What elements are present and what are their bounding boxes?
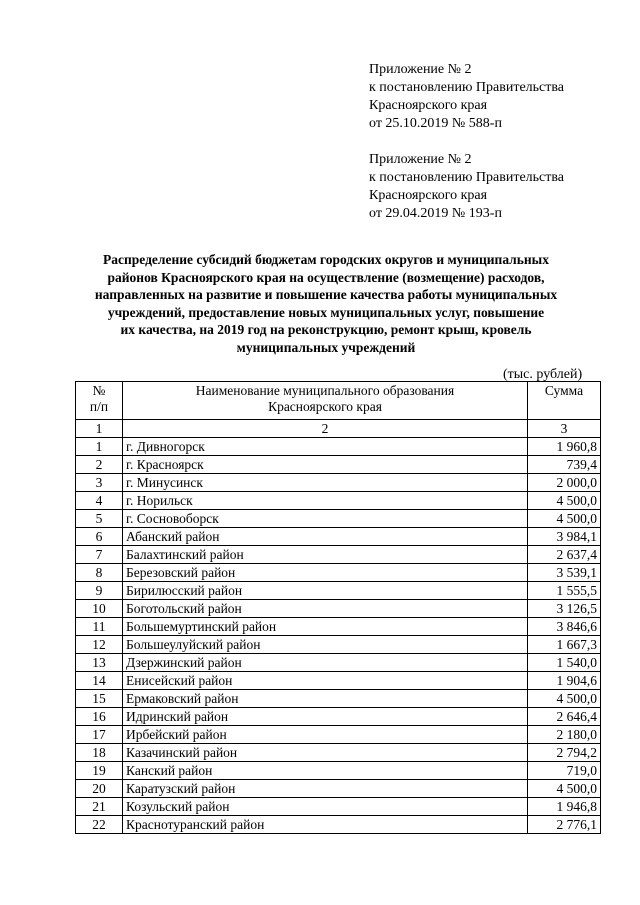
municipality-name: Краснотуранский район	[123, 816, 528, 834]
header-municipality-line2: Красноярского края	[268, 399, 382, 414]
row-number: 19	[76, 762, 123, 780]
municipality-name: Ермаковский район	[123, 690, 528, 708]
row-number: 15	[76, 690, 123, 708]
subsidy-amount: 1 667,3	[528, 636, 601, 654]
header-municipality	[123, 382, 528, 420]
table-row	[76, 564, 601, 582]
subsidy-amount: 739,4	[528, 456, 601, 474]
table-row	[76, 798, 601, 816]
row-number: 9	[76, 582, 123, 600]
row-number: 16	[76, 708, 123, 726]
table-row	[76, 708, 601, 726]
table-row	[76, 816, 601, 834]
municipality-name: Канский район	[123, 762, 528, 780]
subsidy-amount: 4 500,0	[528, 510, 601, 528]
row-number: 21	[76, 798, 123, 816]
subsidy-amount: 1 946,8	[528, 798, 601, 816]
appendix-label: Приложение № 2	[369, 152, 472, 167]
row-number: 2	[76, 456, 123, 474]
municipality-name: Енисейский район	[123, 672, 528, 690]
subsidy-amount: 1 540,0	[528, 654, 601, 672]
row-number: 13	[76, 654, 123, 672]
title-line: направленных на развитие и повышение качества работы муниципальных	[94, 287, 558, 302]
row-number: 6	[76, 528, 123, 546]
table-row	[76, 492, 601, 510]
table-row	[76, 474, 601, 492]
table-header-row	[76, 382, 601, 420]
row-number: 10	[76, 600, 123, 618]
table-row	[76, 528, 601, 546]
municipality-name: Абанский район	[123, 528, 528, 546]
row-number: 12	[76, 636, 123, 654]
units-label: (тыс. рублей)	[503, 367, 583, 382]
subsidy-amount: 4 500,0	[528, 690, 601, 708]
municipality-name: г. Красноярск	[123, 456, 528, 474]
table-row	[76, 780, 601, 798]
table-row	[76, 690, 601, 708]
subsidy-amount: 1 555,5	[528, 582, 601, 600]
appendix-region: Красноярского края	[369, 98, 488, 113]
municipality-name: Боготольский район	[123, 600, 528, 618]
table-row	[76, 726, 601, 744]
row-number: 11	[76, 618, 123, 636]
subsidy-amount: 2 794,2	[528, 744, 601, 762]
table-row	[76, 510, 601, 528]
table-row	[76, 618, 601, 636]
appendix-note-current	[369, 61, 629, 133]
municipality-name: Большеулуйский район	[123, 636, 528, 654]
row-number: 1	[76, 438, 123, 456]
subsidy-amount: 4 500,0	[528, 492, 601, 510]
municipality-name: Козульский район	[123, 798, 528, 816]
municipality-name: Дзержинский район	[123, 654, 528, 672]
row-number: 14	[76, 672, 123, 690]
title-line: районов Красноярского края на осуществление (возмещение) расходов,	[107, 269, 545, 285]
header-number-symbol: №	[92, 383, 106, 398]
column-number-row	[76, 420, 601, 438]
subsidy-amount: 4 500,0	[528, 780, 601, 798]
table-row	[76, 456, 601, 474]
row-number: 5	[76, 510, 123, 528]
municipality-name: г. Дивногорск	[123, 438, 528, 456]
appendix-date: от 25.10.2019 № 588-п	[369, 116, 502, 131]
row-number: 22	[76, 816, 123, 834]
table-row	[76, 744, 601, 762]
appendix-ref: к постановлению Правительства	[369, 170, 565, 185]
appendix-note-original	[369, 151, 629, 223]
subsidy-amount: 2 646,4	[528, 708, 601, 726]
table-row	[76, 582, 601, 600]
row-number: 20	[76, 780, 123, 798]
subsidy-amount: 2 000,0	[528, 474, 601, 492]
municipality-name: Березовский район	[123, 564, 528, 582]
row-number: 18	[76, 744, 123, 762]
column-number: 2	[123, 420, 528, 438]
subsidy-amount: 1 904,6	[528, 672, 601, 690]
row-number: 3	[76, 474, 123, 492]
title-line: Распределение субсидий бюджетам городских округов и муниципальных	[103, 252, 549, 267]
table-row	[76, 672, 601, 690]
appendix-region: Красноярского края	[369, 188, 488, 203]
table-row	[76, 600, 601, 618]
header-number	[76, 382, 123, 420]
table-body	[76, 438, 601, 834]
table-row	[76, 438, 601, 456]
appendix-date: от 29.04.2019 № 193-п	[369, 206, 502, 221]
subsidy-amount: 1 960,8	[528, 438, 601, 456]
row-number: 4	[76, 492, 123, 510]
municipality-name: Балахтинский район	[123, 546, 528, 564]
column-number: 3	[528, 420, 601, 438]
municipality-name: Большемуртинский район	[123, 618, 528, 636]
header-sum: Сумма	[528, 382, 601, 420]
header-number-abbr: п/п	[89, 399, 109, 414]
title-line: их качества, на 2019 год на реконструкцию, ремонт крыш, кровель	[120, 322, 532, 337]
row-number: 8	[76, 564, 123, 582]
subsidy-amount: 2 180,0	[528, 726, 601, 744]
table-row	[76, 654, 601, 672]
title-line: муниципальных учреждений	[236, 339, 416, 355]
subsidy-amount: 719,0	[528, 762, 601, 780]
municipality-name: Идринский район	[123, 708, 528, 726]
municipality-name: Каратузский район	[123, 780, 528, 798]
municipality-name: Ирбейский район	[123, 726, 528, 744]
row-number: 7	[76, 546, 123, 564]
column-number: 1	[76, 420, 123, 438]
title-line: учреждений, предоставление новых муниципальных услуг, повышение	[107, 304, 545, 320]
distribution-table	[75, 381, 601, 834]
header-municipality-line1: Наименование муниципального образования	[195, 383, 455, 398]
subsidy-amount: 3 126,5	[528, 600, 601, 618]
subsidy-amount: 3 539,1	[528, 564, 601, 582]
appendix-label: Приложение № 2	[369, 62, 472, 77]
subsidy-amount: 3 984,1	[528, 528, 601, 546]
subsidy-amount: 3 846,6	[528, 618, 601, 636]
subsidy-amount: 2 776,1	[528, 816, 601, 834]
subsidy-amount: 2 637,4	[528, 546, 601, 564]
document-title	[66, 251, 586, 356]
municipality-name: г. Минусинск	[123, 474, 528, 492]
municipality-name: Казачинский район	[123, 744, 528, 762]
municipality-name: г. Сосновоборск	[123, 510, 528, 528]
appendix-ref: к постановлению Правительства	[369, 80, 565, 95]
row-number: 17	[76, 726, 123, 744]
table-row	[76, 636, 601, 654]
table-row	[76, 762, 601, 780]
table-row	[76, 546, 601, 564]
municipality-name: Бирилюсский район	[123, 582, 528, 600]
municipality-name: г. Норильск	[123, 492, 528, 510]
